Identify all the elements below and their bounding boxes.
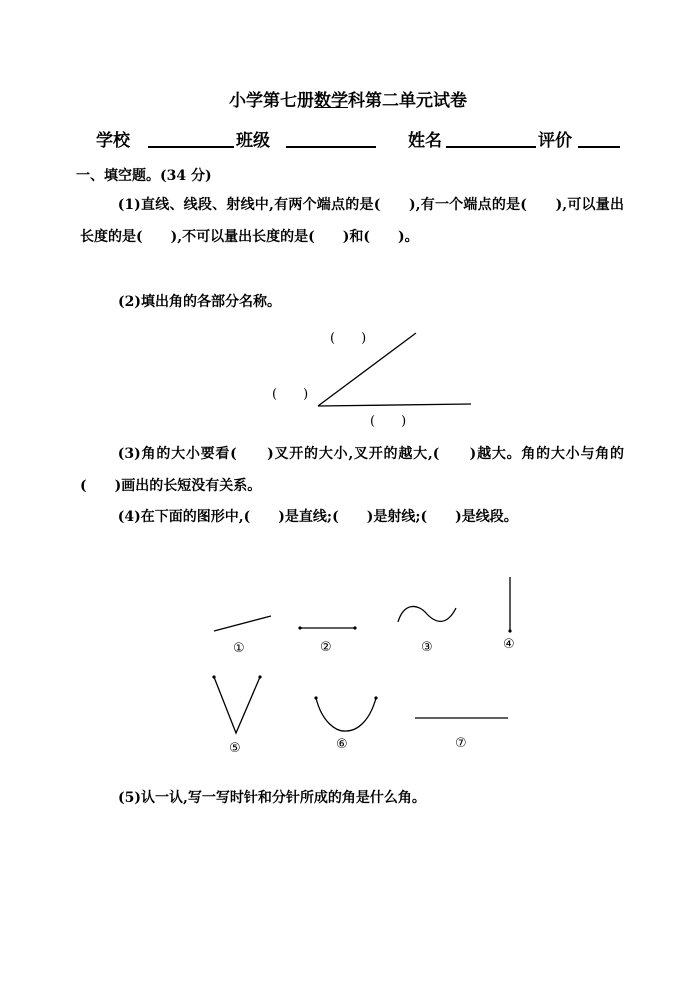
name-label: 姓名 [408, 131, 442, 151]
label-side-blank: ( ) [330, 331, 367, 346]
angle-side-lower [318, 404, 471, 406]
class-label: 班级 [236, 131, 270, 151]
figure-2-endpoint-right [353, 626, 356, 629]
question-1: (1)直线、线段、射线中,有两个端点的是( ),有一个端点的是( ),可以量出长度的是( ),不可以量出长度的是( )和( )。 [80, 197, 624, 245]
title-suffix: 科第二单元试卷 [348, 91, 467, 111]
question-2: (2)填出角的各部分名称。 [118, 294, 281, 310]
title-subject: 数学 [314, 91, 348, 111]
figure-5-label: ⑤ [229, 741, 241, 756]
label-side2-blank: ( ) [370, 414, 407, 429]
figure-4-endpoint [508, 629, 511, 632]
figure-6-curve [316, 698, 376, 731]
title-prefix: 小学第七册 [229, 91, 314, 111]
figure-5-v [214, 677, 260, 733]
figure-7-label: ⑦ [455, 736, 467, 751]
question-5: (5)认一认,写一写时针和分针所成的角是什么角。 [118, 790, 426, 806]
figure-6-label: ⑥ [336, 737, 348, 752]
figure-4-label: ④ [503, 637, 515, 652]
figure-3-label: ③ [421, 640, 433, 655]
question-3: (3)角的大小要看( )叉开的大小,叉开的越大,( )越大。角的大小与角的( )画出的长短没有关系。 [80, 446, 624, 494]
grade-label: 评价 [538, 131, 572, 151]
section-title: 一、填空题。(34 分) [76, 168, 212, 184]
line-figures [212, 577, 514, 756]
figure-2-label: ② [320, 640, 332, 655]
question-4: (4)在下面的图形中,( )是直线;( )是射线;( )是线段。 [117, 509, 518, 525]
figure-5-endpoint-left [212, 675, 215, 678]
figure-2-endpoint-left [298, 626, 301, 629]
figure-6-endpoint-right [374, 696, 377, 699]
angle-figure [272, 331, 471, 429]
figure-5-endpoint-right [258, 675, 261, 678]
figure-1-label: ① [233, 641, 245, 656]
figure-1-line [214, 616, 271, 631]
figure-6-endpoint-left [314, 696, 317, 699]
figure-3-curve [398, 606, 456, 622]
school-label: 学校 [96, 131, 130, 151]
label-vertex-blank: ( ) [272, 387, 309, 402]
